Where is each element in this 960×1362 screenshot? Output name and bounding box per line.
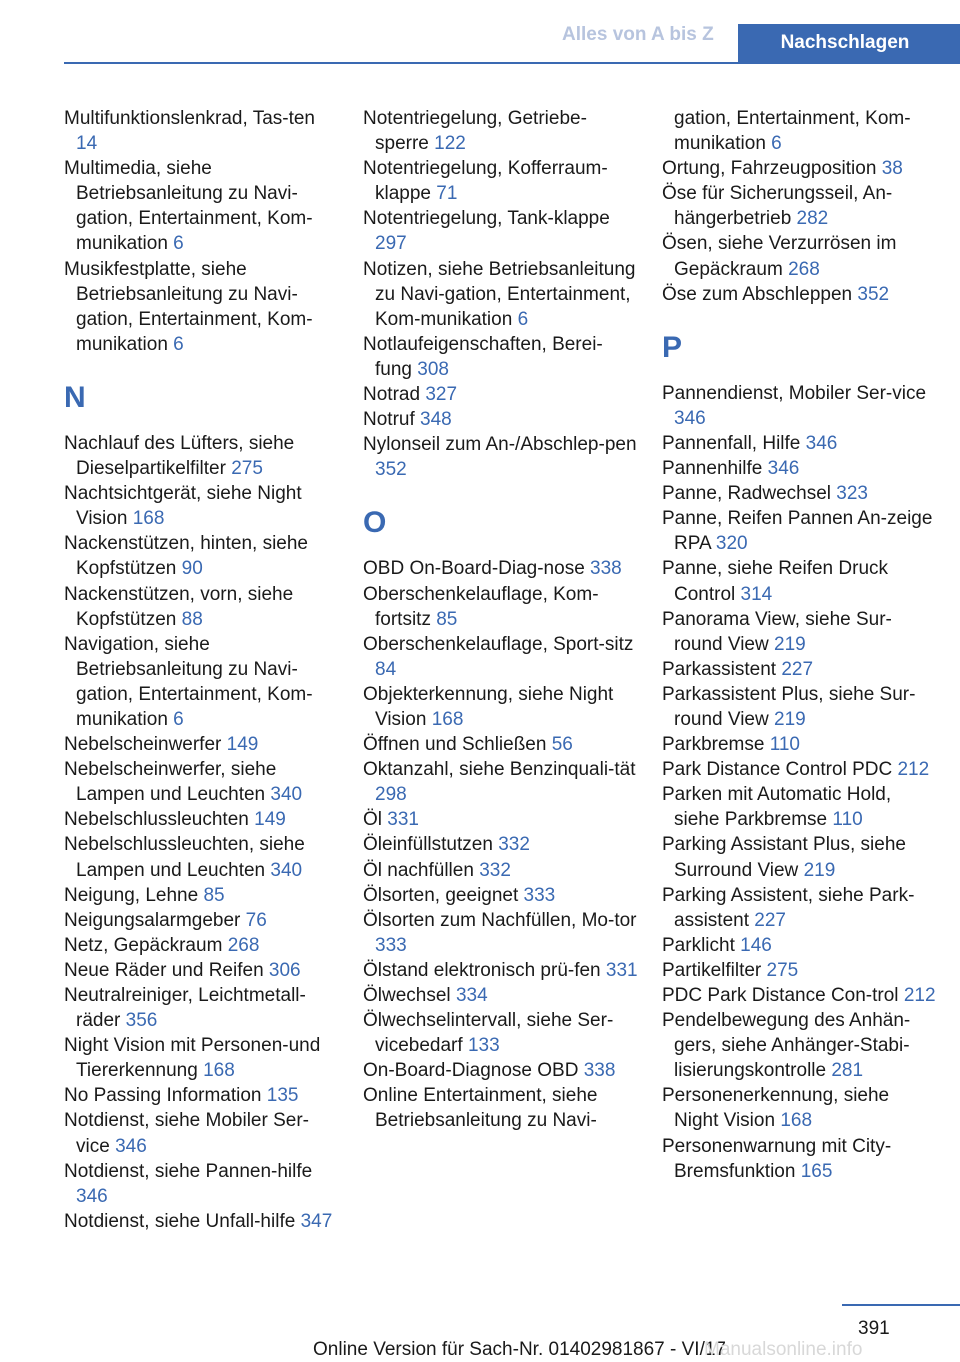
index-entry bbox=[363, 757, 638, 807]
index-entry bbox=[662, 1083, 937, 1133]
index-page-link[interactable]: 110 bbox=[769, 734, 800, 756]
index-entry-text: gation, Entertainment, Kom-munikation bbox=[674, 108, 911, 155]
index-page-link[interactable]: 340 bbox=[270, 859, 303, 881]
index-page-link[interactable]: 122 bbox=[434, 133, 466, 155]
index-page-link[interactable]: 88 bbox=[181, 608, 203, 630]
index-page-link[interactable]: 298 bbox=[375, 784, 407, 806]
index-entry-text: Parklicht bbox=[662, 934, 735, 956]
index-page-link[interactable]: 268 bbox=[788, 258, 820, 280]
index-entry bbox=[64, 632, 339, 732]
index-page-link[interactable]: 38 bbox=[881, 158, 903, 180]
index-entry bbox=[363, 432, 638, 482]
index-entry-text: Oberschenkelauflage, Kom-fortsitz bbox=[363, 583, 599, 630]
index-entry-text: Ölsorten, geeignet bbox=[363, 884, 519, 906]
index-entry-text: Notlaufeigenschaften, Berei-fung bbox=[363, 333, 603, 380]
index-page-link[interactable]: 6 bbox=[173, 333, 184, 355]
index-page-link[interactable]: 14 bbox=[76, 133, 98, 155]
index-entry bbox=[662, 481, 937, 506]
index-entry-text: Ölwechselintervall, siehe Ser-vicebedarf bbox=[363, 1010, 614, 1057]
index-entry bbox=[662, 282, 937, 307]
index-entry-text: Ortung, Fahrzeugposition bbox=[662, 158, 877, 180]
index-entry-text: Personenerkennung, siehe Night Vision bbox=[662, 1085, 890, 1132]
index-page-link[interactable]: 85 bbox=[203, 884, 225, 906]
index-entry-text: Nackenstützen, vorn, siehe Kopfstützen bbox=[64, 583, 294, 630]
index-page-link[interactable]: 268 bbox=[227, 934, 260, 956]
index-entry-text: Multimedia, siehe Betriebsanleitung zu Navi-gation, Entertainment, Kom-munikation bbox=[64, 158, 313, 255]
index-entry bbox=[662, 556, 937, 606]
index-entry bbox=[64, 257, 339, 357]
index-page-link[interactable]: 327 bbox=[425, 384, 458, 406]
page-header bbox=[0, 0, 960, 64]
index-page-link[interactable]: 352 bbox=[857, 283, 890, 305]
index-entry-text: Partikelfilter bbox=[662, 959, 762, 981]
index-column-3 bbox=[662, 106, 937, 1184]
index-entry bbox=[662, 1134, 937, 1184]
index-entry bbox=[64, 481, 339, 531]
index-entry-text: PDC Park Distance Con-trol bbox=[662, 985, 899, 1006]
index-entry bbox=[662, 106, 937, 156]
index-entry bbox=[64, 757, 339, 807]
index-page-link[interactable]: 346 bbox=[805, 432, 838, 454]
index-entry-text: Panne, Radwechsel bbox=[662, 483, 831, 505]
index-page-link[interactable]: 347 bbox=[300, 1210, 333, 1232]
index-entry bbox=[662, 181, 937, 231]
index-entry-text: Notdienst, siehe Unfall-hilfe bbox=[64, 1210, 296, 1232]
index-entry bbox=[64, 1083, 339, 1108]
index-entry-text: No Passing Information bbox=[64, 1085, 262, 1107]
index-entry-text: Personenwarnung mit City-Bremsfunktion bbox=[662, 1135, 892, 1182]
index-page-link[interactable]: 219 bbox=[774, 633, 806, 655]
index-entry-text: Parking Assistent, siehe Park-assistent bbox=[662, 884, 915, 931]
index-page-link[interactable]: 346 bbox=[767, 458, 800, 480]
index-entry bbox=[64, 582, 339, 632]
index-entry bbox=[363, 1008, 638, 1058]
index-entry bbox=[363, 883, 638, 908]
index-entry-text: Ösen, siehe Verzurrösen im Gepäckraum bbox=[662, 233, 897, 280]
index-page-link[interactable]: 275 bbox=[231, 458, 263, 480]
index-letter-heading: P bbox=[662, 330, 683, 364]
index-entry-text: Pendelbewegung des Anhän-gers, siehe Anhänger-Stabi-lisierungskontrolle bbox=[662, 1010, 911, 1082]
index-entry bbox=[64, 1159, 339, 1209]
index-entry bbox=[363, 1058, 638, 1083]
index-entry-text: Parking Assistant Plus, siehe Surround View bbox=[662, 834, 906, 881]
index-entry bbox=[662, 757, 937, 782]
index-entry-text: Nylonseil zum An-/Abschlep-pen bbox=[363, 434, 637, 456]
index-entry-text: Oberschenkelauflage, Sport-sitz bbox=[363, 633, 634, 655]
index-entry-text: Notruf bbox=[363, 409, 415, 431]
index-entry bbox=[662, 156, 937, 181]
index-entry bbox=[363, 732, 638, 757]
index-entry-text: Nackenstützen, hinten, siehe Kopfstützen bbox=[64, 533, 308, 580]
index-entry bbox=[64, 156, 339, 256]
index-entry bbox=[363, 1083, 638, 1133]
index-entry-text: Notentriegelung, Kofferraum-klappe bbox=[363, 158, 608, 205]
index-page-link[interactable]: 90 bbox=[181, 558, 203, 580]
index-entry bbox=[363, 858, 638, 883]
index-entry-text: Ölwechsel bbox=[363, 985, 451, 1006]
index-entry bbox=[662, 456, 937, 481]
index-entry-text: Notdienst, siehe Pannen-hilfe bbox=[64, 1160, 313, 1182]
index-entry-text: Notentriegelung, Tank-klappe bbox=[363, 208, 610, 230]
index-letter-heading: O bbox=[363, 506, 387, 540]
index-page-link[interactable]: 168 bbox=[203, 1060, 235, 1082]
index-entry bbox=[363, 257, 638, 332]
index-page-link[interactable]: 110 bbox=[832, 809, 863, 831]
index-entry-text: Parken mit Automatic Hold, siehe Parkbremse bbox=[662, 784, 892, 831]
index-page-link[interactable]: 212 bbox=[897, 759, 930, 781]
index-entry-text: Parkbremse bbox=[662, 734, 765, 756]
index-entry-text: Panne, Reifen Pannen An-zeige RPA bbox=[662, 508, 933, 555]
index-entry-text: Parkassistent bbox=[662, 658, 777, 680]
index-entry bbox=[662, 607, 937, 657]
header-rule bbox=[64, 62, 960, 64]
index-entry-text: Notentriegelung, Getriebe-sperre bbox=[363, 108, 587, 155]
index-entry bbox=[363, 407, 638, 432]
index-page-link[interactable]: 6 bbox=[173, 708, 184, 730]
index-entry bbox=[662, 983, 937, 1008]
index-page-link[interactable]: 306 bbox=[268, 959, 301, 981]
online-version-note: Online Version für Sach-Nr. 01402981867 - VI/17 bbox=[313, 1339, 726, 1360]
index-entry-text: Netz, Gepäckraum bbox=[64, 934, 223, 956]
index-entry-text: Night Vision mit Personen-und Tiererkennung bbox=[64, 1035, 321, 1082]
index-page-link[interactable]: 348 bbox=[420, 409, 452, 431]
index-entry-text: On-Board-Diagnose OBD bbox=[363, 1060, 579, 1082]
index-entry-text: Nachlauf des Lüfters, siehe Dieselpartikelfilter bbox=[64, 432, 295, 480]
index-entry bbox=[363, 908, 638, 958]
index-entry bbox=[662, 883, 937, 933]
index-entry bbox=[64, 832, 339, 882]
index-page-link[interactable]: 212 bbox=[903, 985, 936, 1006]
index-column-2 bbox=[363, 106, 638, 1134]
index-entry-text: Öl nachfüllen bbox=[363, 859, 474, 881]
index-page-link[interactable]: 338 bbox=[583, 1060, 616, 1082]
index-page-link[interactable]: 340 bbox=[270, 784, 303, 806]
index-page-link[interactable]: 334 bbox=[455, 985, 488, 1006]
index-entry bbox=[363, 807, 638, 832]
index-entry bbox=[662, 732, 937, 757]
index-entry-text: Pannenfall, Hilfe bbox=[662, 432, 801, 454]
index-entry-text: Objekterkennung, siehe Night Vision bbox=[363, 683, 614, 730]
index-page-link[interactable]: 6 bbox=[771, 133, 782, 155]
index-entry bbox=[363, 156, 638, 206]
index-entry bbox=[363, 382, 638, 407]
index-entry bbox=[662, 782, 937, 832]
index-entry bbox=[662, 506, 937, 556]
index-entry-text: Park Distance Control PDC bbox=[662, 759, 893, 781]
index-entry bbox=[363, 983, 638, 1008]
index-entry-text: Nebelschlussleuchten bbox=[64, 809, 249, 831]
index-entry bbox=[64, 958, 339, 983]
index-page-link[interactable]: 332 bbox=[479, 859, 511, 881]
index-page-link[interactable]: 133 bbox=[467, 1035, 500, 1057]
index-entry-text: Parkassistent Plus, siehe Sur-round View bbox=[662, 683, 916, 730]
index-page-link[interactable]: 314 bbox=[740, 583, 773, 605]
index-entry bbox=[64, 531, 339, 581]
index-page-link[interactable]: 346 bbox=[674, 407, 706, 429]
index-entry-text: Notizen, siehe Betriebsanleitung zu Navi-gation, Entertainment, Kom-munikation bbox=[363, 258, 636, 330]
index-page-link[interactable]: 76 bbox=[245, 909, 267, 931]
index-page-link[interactable]: 323 bbox=[836, 483, 868, 505]
index-page-link[interactable]: 168 bbox=[780, 1110, 813, 1132]
section-label: Alles von A bis Z bbox=[562, 24, 714, 45]
index-page-link[interactable]: 346 bbox=[76, 1185, 108, 1207]
index-page-link[interactable]: 219 bbox=[774, 708, 806, 730]
index-entry bbox=[64, 883, 339, 908]
index-entry bbox=[662, 933, 937, 958]
index-page-link[interactable]: 56 bbox=[551, 734, 573, 756]
index-entry bbox=[64, 933, 339, 958]
index-entry bbox=[363, 832, 638, 857]
index-page-link[interactable]: 331 bbox=[605, 959, 638, 981]
index-page-link[interactable]: 352 bbox=[375, 459, 407, 481]
index-letter-heading: N bbox=[64, 380, 86, 414]
index-entry-text: Navigation, siehe Betriebsanleitung zu Navi-gation, Entertainment, Kom-munikation bbox=[64, 633, 313, 730]
index-entry-text: Oktanzahl, siehe Benzinquali-tät bbox=[363, 759, 636, 781]
index-entry-text: Multifunktionslenkrad, Tas-ten bbox=[64, 108, 315, 129]
index-entry bbox=[363, 206, 638, 256]
index-entry-text: Notrad bbox=[363, 384, 421, 406]
index-entry-text: Panorama View, siehe Sur-round View bbox=[662, 608, 892, 655]
index-page-link[interactable]: 85 bbox=[436, 608, 458, 630]
index-entry bbox=[64, 908, 339, 933]
index-entry bbox=[662, 381, 937, 431]
index-page-link[interactable]: 308 bbox=[417, 358, 449, 380]
index-entry bbox=[662, 431, 937, 456]
index-entry bbox=[363, 556, 638, 581]
index-page-link[interactable]: 227 bbox=[754, 909, 786, 931]
index-page-link[interactable]: 168 bbox=[132, 508, 165, 530]
index-entry-text: Panne, siehe Reifen Druck Control bbox=[662, 558, 889, 605]
index-entry bbox=[662, 682, 937, 732]
index-entry-text: Notdienst, siehe Mobiler Ser-vice bbox=[64, 1110, 309, 1157]
index-page-link[interactable]: 331 bbox=[387, 809, 419, 831]
index-page-link[interactable]: 135 bbox=[266, 1085, 299, 1107]
index-page-link[interactable]: 71 bbox=[436, 183, 458, 205]
index-entry bbox=[662, 832, 937, 882]
index-entry-text: Online Entertainment, siehe Betriebsanleitung zu Navi- bbox=[363, 1085, 598, 1132]
index-entry-text: Neue Räder und Reifen bbox=[64, 959, 264, 981]
index-entry-text: Neutralreiniger, Leichtmetall-räder bbox=[64, 985, 306, 1032]
index-page-link[interactable]: 275 bbox=[766, 959, 799, 981]
index-entry bbox=[662, 231, 937, 281]
index-entry bbox=[64, 431, 339, 481]
index-entry-text: Pannenhilfe bbox=[662, 458, 763, 480]
index-page-link[interactable]: 297 bbox=[375, 233, 407, 255]
index-page-link[interactable]: 332 bbox=[498, 834, 530, 856]
index-entry bbox=[662, 657, 937, 682]
index-page-link[interactable]: 346 bbox=[115, 1135, 147, 1157]
index-entry bbox=[64, 1209, 339, 1234]
index-page-link[interactable]: 149 bbox=[226, 734, 259, 756]
index-entry-text: Nebelscheinwerfer bbox=[64, 734, 222, 756]
index-entry-text: Neigungsalarmgeber bbox=[64, 909, 241, 931]
index-entry bbox=[64, 1033, 339, 1083]
index-entry-text: Öse zum Abschleppen bbox=[662, 283, 853, 305]
index-entry bbox=[64, 1108, 339, 1158]
index-page-link[interactable]: 333 bbox=[375, 934, 407, 956]
index-entry-text: Ölstand elektronisch prü-fen bbox=[363, 959, 601, 981]
index-entry-text: Öl bbox=[363, 809, 382, 831]
index-entry bbox=[363, 332, 638, 382]
index-entry bbox=[64, 983, 339, 1033]
index-entry bbox=[363, 682, 638, 732]
index-entry-text: Ölsorten zum Nachfüllen, Mo-tor bbox=[363, 909, 637, 931]
index-entry-text: Öffnen und Schließen bbox=[363, 734, 547, 756]
index-entry-text: Musikfestplatte, siehe Betriebsanleitung zu Navi-gation, Entertainment, Kom-munikation bbox=[64, 258, 313, 355]
page-number: 391 bbox=[858, 1318, 890, 1339]
index-entry bbox=[64, 106, 339, 156]
index-page-link[interactable]: 6 bbox=[173, 233, 184, 255]
index-page-link[interactable]: 320 bbox=[715, 533, 748, 555]
index-entry bbox=[662, 1008, 937, 1083]
index-entry-text: Nebelschlussleuchten, siehe Lampen und Leuchten bbox=[64, 834, 305, 881]
footer-rule bbox=[842, 1304, 960, 1306]
index-page-link[interactable]: 149 bbox=[254, 809, 286, 831]
index-page-link[interactable]: 146 bbox=[740, 934, 772, 956]
index-page-link[interactable]: 6 bbox=[517, 308, 529, 330]
index-page-link[interactable]: 281 bbox=[831, 1060, 864, 1082]
index-page-link[interactable]: 338 bbox=[590, 558, 622, 580]
index-column-1 bbox=[64, 106, 339, 1234]
index-entry-text: Pannendienst, Mobiler Ser-vice bbox=[662, 382, 927, 404]
index-entry bbox=[64, 807, 339, 832]
index-entry bbox=[363, 582, 638, 632]
index-entry-text: Nachtsichtgerät, siehe Night Vision bbox=[64, 483, 302, 530]
index-entry-text: Neigung, Lehne bbox=[64, 884, 199, 906]
index-page-link[interactable]: 165 bbox=[800, 1160, 833, 1182]
index-entry-text: Öleinfüllstutzen bbox=[363, 834, 493, 856]
index-page-link[interactable]: 356 bbox=[125, 1010, 158, 1032]
watermark: Manualsonline.info bbox=[704, 1339, 863, 1360]
index-page-link[interactable]: 168 bbox=[431, 708, 464, 730]
index-page-link[interactable]: 333 bbox=[523, 884, 556, 906]
index-entry bbox=[64, 732, 339, 757]
index-entry bbox=[363, 632, 638, 682]
section-tab: Nachschlagen bbox=[738, 24, 960, 62]
index-entry-text: Nebelscheinwerfer, siehe Lampen und Leuchten bbox=[64, 759, 277, 806]
index-page-link[interactable]: 84 bbox=[375, 658, 397, 680]
index-entry bbox=[363, 958, 638, 983]
index-entry-text: OBD On-Board-Diag-nose bbox=[363, 558, 585, 580]
index-page-link[interactable]: 219 bbox=[803, 859, 836, 881]
index-page-link[interactable]: 282 bbox=[796, 208, 829, 230]
index-page-link[interactable]: 227 bbox=[781, 658, 814, 680]
index-entry bbox=[662, 958, 937, 983]
index-entry-text: Öse für Sicherungsseil, An-hängerbetrieb bbox=[662, 183, 893, 230]
index-entry bbox=[363, 106, 638, 156]
